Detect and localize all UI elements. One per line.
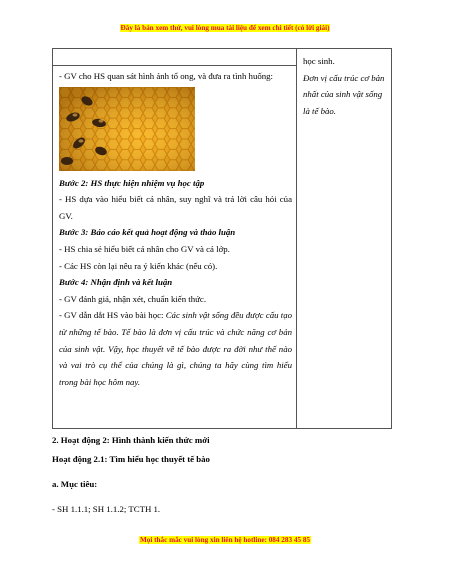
lesson-table [52,48,392,429]
section-after-table [52,432,397,518]
heading-objectives: a. Mục tiêu: [52,479,98,489]
preview-banner [0,24,450,32]
hotline-banner-text: Mọi thắc mắc vui lòng xin liên hệ hotline: 084 283 45 85 [139,536,311,544]
right-column [303,53,389,119]
table-column-divider [296,49,297,428]
step4-title: Bước 4: Nhận định và kết luận [59,277,173,288]
step2-title: Bước 2: HS thực hiện nhiệm vụ học tập [59,177,205,188]
step4-line-a: - GV đánh giá, nhận xét, chuẩn kiến thức. [59,293,207,304]
preview-banner-text: Đây là bản xem thử, vui lòng mua tài liệu để xem chi tiết (có lời giải) [120,24,330,32]
step4-line-b [59,307,292,390]
step3-title: Bước 3: Báo cáo kết quả hoạt động và thảo luận [59,227,236,238]
left-column [59,68,292,390]
hotline-banner [0,536,450,544]
right-conclusion: Đơn vị cấu trúc cơ bản nhất của sinh vật sống là tế bào. [303,72,385,116]
step4-lead-in: Các sinh vật sống đều được cấu tạo từ những tế bào. Tế bào là đơn vị cấu trúc và chức năng cơ bản của sinh vật. Vậy, học thuyết về tế bào được ra đời như thế nào và vai trò cụ thể của chúng là gì, chúng ta hãy cùng tìm hiểu trong bài học hôm nay. [59,310,292,387]
heading-activity-2-1: Hoạt động 2.1: Tìm hiểu học thuyết tế bào [52,454,210,464]
intro-text: - GV cho HS quan sát hình ảnh tổ ong, và đưa ra tình huống: [59,71,273,81]
step4-prefix: - GV dẫn dắt HS vào bài học: [59,310,166,321]
table-row-divider [53,65,296,66]
right-line-1: học sinh. [303,56,335,66]
honeycomb-image [59,87,195,171]
step2-text: - HS dựa vào hiểu biết cá nhân, suy nghĩ và trả lời câu hỏi của GV. [59,194,292,221]
heading-activity-2: 2. Hoạt động 2: Hình thành kiến thức mới [52,435,210,445]
step3-line-a: - HS chia sẻ hiểu biết cá nhân cho GV và cả lớp. [59,243,230,254]
step3-line-b: - Các HS còn lại nêu ra ý kiến khác (nếu có). [59,260,218,271]
objectives-line: - SH 1.1.1; SH 1.1.2; TCTH 1. [52,504,161,514]
